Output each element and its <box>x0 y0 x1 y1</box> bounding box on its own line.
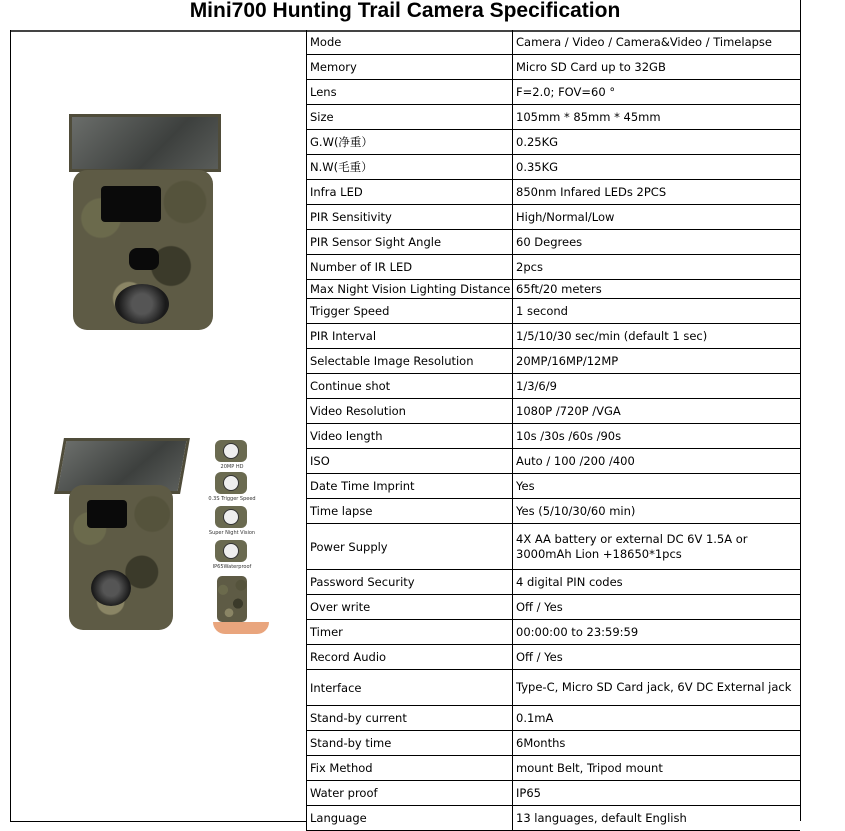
spec-label: Mode <box>306 30 513 54</box>
spec-value: Off / Yes <box>516 649 563 664</box>
spec-label: Time lapse <box>306 499 513 523</box>
spec-label: ISO <box>306 449 513 473</box>
table-row <box>306 670 800 706</box>
table-row <box>306 374 800 399</box>
spec-label: PIR Sensitivity <box>306 205 513 229</box>
spec-label: Language <box>306 806 513 830</box>
spec-value: 0.25KG <box>516 134 559 149</box>
table-row <box>306 205 800 230</box>
table-row <box>306 806 800 831</box>
spec-value: Micro SD Card up to 32GB <box>516 59 666 74</box>
spec-label: PIR Interval <box>306 324 513 348</box>
feature-label: IP65Waterproof <box>212 564 252 570</box>
table-row <box>306 645 800 670</box>
table-row <box>306 524 800 570</box>
feature-icon-night-vision <box>215 506 247 528</box>
spec-value: 13 languages, default English <box>516 810 687 825</box>
spec-label: Infra LED <box>306 180 513 204</box>
spec-label: Number of IR LED <box>306 255 513 279</box>
table-row <box>306 130 800 155</box>
spec-value: Yes (5/10/30/60 min) <box>516 503 636 518</box>
spec-label: Continue shot <box>306 374 513 398</box>
spec-label: Date Time Imprint <box>306 474 513 498</box>
table-row <box>306 30 800 55</box>
spec-sheet <box>10 0 801 825</box>
table-row <box>306 280 800 299</box>
spec-label: Interface <box>306 670 513 705</box>
table-row <box>306 595 800 620</box>
table-row <box>306 155 800 180</box>
spec-value: Yes <box>516 478 535 493</box>
spec-label: Memory <box>306 55 513 79</box>
spec-label: Size <box>306 105 513 129</box>
spec-value: 0.35KG <box>516 159 559 174</box>
spec-value: 4 digital PIN codes <box>516 574 623 589</box>
spec-value: mount Belt, Tripod mount <box>516 760 663 775</box>
table-row <box>306 756 800 781</box>
spec-label: Trigger Speed <box>306 299 513 323</box>
spec-value: 6Months <box>516 735 566 750</box>
table-row <box>306 424 800 449</box>
spec-value: 0.1mA <box>516 710 554 725</box>
spec-value: IP65 <box>516 785 541 800</box>
spec-label: Over write <box>306 595 513 619</box>
product-images <box>10 30 307 822</box>
spec-value: 1080P /720P /VGA <box>516 403 621 418</box>
feature-icon-trigger <box>215 472 247 494</box>
feature-label: 0.3S Trigger Speed <box>208 496 256 502</box>
spec-value: 105mm * 85mm * 45mm <box>516 109 661 124</box>
table-row <box>306 499 800 524</box>
table-row <box>306 399 800 424</box>
spec-value: 850nm Infared LEDs 2PCS <box>516 184 667 199</box>
spec-value: 1/3/6/9 <box>516 378 557 393</box>
spec-label: Timer <box>306 620 513 644</box>
table-row <box>306 255 800 280</box>
spec-table <box>306 30 800 831</box>
table-row <box>306 55 800 80</box>
spec-value: 2pcs <box>516 259 543 274</box>
table-row <box>306 620 800 645</box>
spec-label: Video length <box>306 424 513 448</box>
feature-icon-waterproof <box>215 540 247 562</box>
spec-label: Stand-by time <box>306 731 513 755</box>
page-title: Mini700 Hunting Trail Camera Specification <box>10 0 800 32</box>
spec-value: Auto / 100 /200 /400 <box>516 453 635 468</box>
table-row <box>306 349 800 374</box>
table-row <box>306 80 800 105</box>
spec-label: N.W(毛重） <box>306 155 513 179</box>
spec-value: High/Normal/Low <box>516 209 615 224</box>
spec-label: Lens <box>306 80 513 104</box>
spec-label: Power Supply <box>306 524 513 569</box>
spec-label: PIR Sensor Sight Angle <box>306 230 513 254</box>
table-row <box>306 706 800 731</box>
feature-icon-20mp <box>215 440 247 462</box>
table-row <box>306 105 800 130</box>
spec-label: Fix Method <box>306 756 513 780</box>
spec-value: Camera / Video / Camera&Video / Timelapse <box>516 34 772 49</box>
spec-label: Video Resolution <box>306 399 513 423</box>
table-row <box>306 449 800 474</box>
table-row <box>306 731 800 756</box>
spec-label: Stand-by current <box>306 706 513 730</box>
spec-label: Water proof <box>306 781 513 805</box>
spec-label: Max Night Vision Lighting Distance <box>306 280 513 298</box>
spec-value: 1 second <box>516 303 568 318</box>
feature-label: 20MP HD <box>220 464 244 470</box>
spec-label: G.W(净重） <box>306 130 513 154</box>
spec-value: 4X AA battery or external DC 6V 1.5A or 3000mAh Lion +18650*1pcs <box>516 531 748 561</box>
spec-value: 65ft/20 meters <box>516 281 602 296</box>
feature-label: Super Night Vision <box>208 530 256 536</box>
spec-label: Password Security <box>306 570 513 594</box>
table-row <box>306 474 800 499</box>
table-row <box>306 180 800 205</box>
table-row <box>306 781 800 806</box>
table-row <box>306 230 800 255</box>
table-row <box>306 570 800 595</box>
spec-value: Type-C, Micro SD Card jack, 6V DC External jack <box>516 680 792 694</box>
spec-label: Record Audio <box>306 645 513 669</box>
spec-label: Selectable Image Resolution <box>306 349 513 373</box>
spec-value: Off / Yes <box>516 599 563 614</box>
table-row <box>306 299 800 324</box>
spec-value: F=2.0; FOV=60 ° <box>516 84 616 99</box>
spec-value: 60 Degrees <box>516 234 583 249</box>
spec-value: 20MP/16MP/12MP <box>516 353 619 368</box>
spec-value: 10s /30s /60s /90s <box>516 428 622 443</box>
table-row <box>306 324 800 349</box>
spec-value: 1/5/10/30 sec/min (default 1 sec) <box>516 328 708 343</box>
spec-value: 00:00:00 to 23:59:59 <box>516 624 639 639</box>
